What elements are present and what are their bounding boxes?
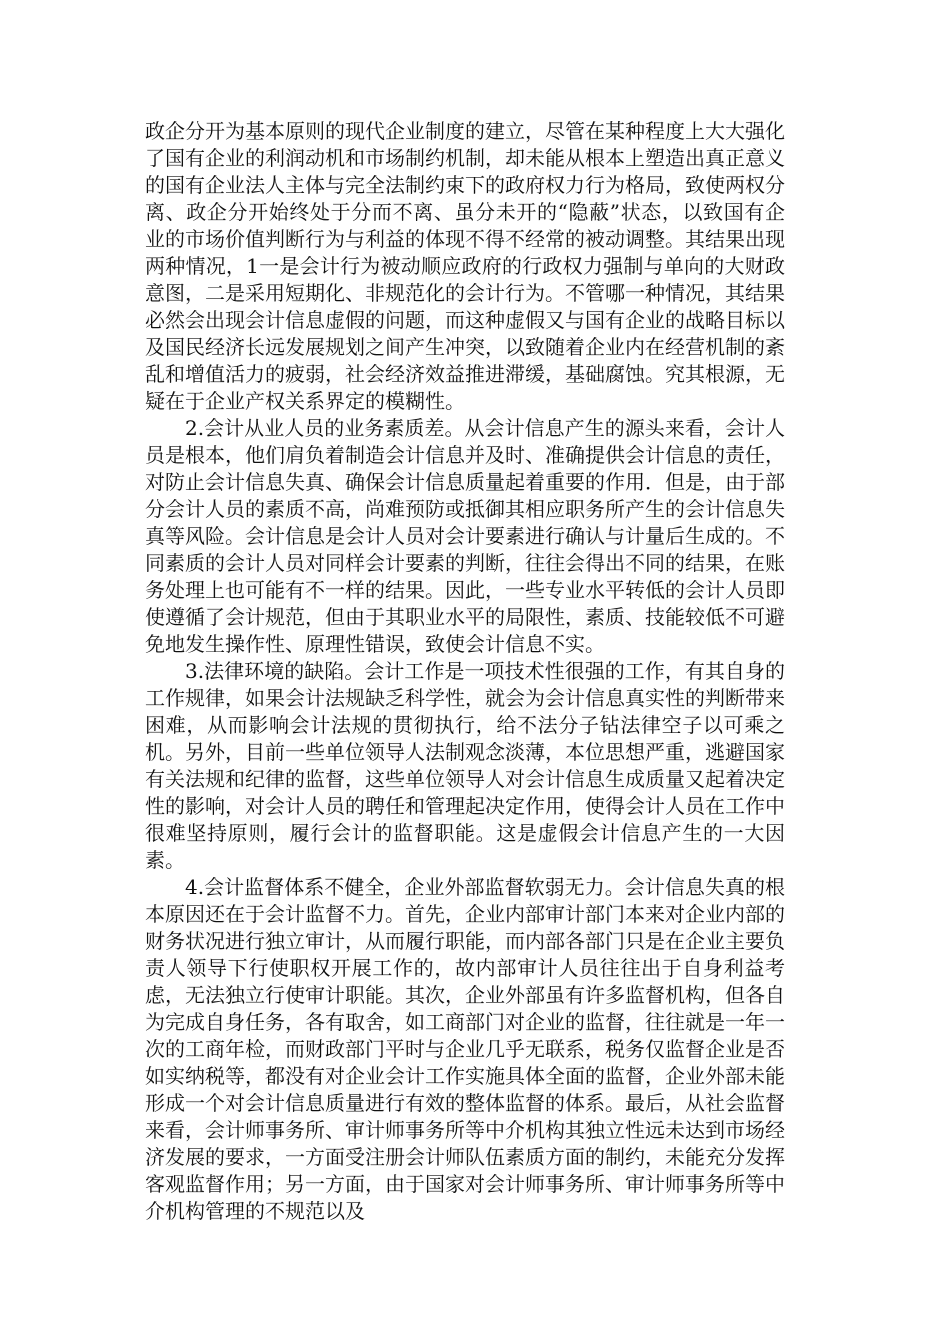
paragraph-legal-environment: 3.法律环境的缺陷。会计工作是一项技术性很强的工作，有其自身的工作规律，如果会计法规缺乏科学性，就会为会计信息真实性的判断带来困难，从而影响会计法规的贯彻执行，给不法分子钻法律空子以可乘之机。另外，目前一些单位领导人法制观念淡薄，本位思想严重，逃避国家有关法规和纪律的监督，这些单位领导人对会计信息生成质量又起着决定性的影响，对会计人员的聘任和管理起决定作用，使得会计人员在工作中很难坚持原则，履行会计的监督职能。这是虚假会计信息产生的一大因素。 (145, 659, 785, 872)
paragraph-supervision-system: 4.会计监督体系不健全，企业外部监督软弱无力。会计信息失真的根本原因还在于会计监督不力。首先，企业内部审计部门本来对企业内部的财务状况进行独立审计，从而履行职能，而内部各部门只是在企业主要负责人领导下行使职权开展工作的，故内部审计人员往往出于自身利益考虑，无法独立行使审计职能。其次，企业外部虽有许多监督机构，但各自为完成自身任务，各有取舍，如工商部门对企业的监督，往往就是一年一次的工商年检，而财政部门平时与企业几乎无联系，税务仅监督企业是否如实纳税等，都没有对企业会计工作实施具体全面的监督，企业外部未能形成一个对会计信息质量进行有效的整体监督的体系。最后，从社会监督来看，会计师事务所、审计师事务所等中介机构其独立性远未达到市场经济发展的要求，一方面受注册会计师队伍素质方面的制约，未能充分发挥客观监督作用；另一方面，由于国家对会计师事务所、审计师事务所等中介机构管理的不规范以及 (145, 875, 785, 1223)
paragraph-continued: 政企分开为基本原则的现代企业制度的建立，尽管在某种程度上大大强化了国有企业的利润动机和市场制约机制，却未能从根本上塑造出真正意义的国有企业法人主体与完全法制约束下的政府权力行为格局，致使两权分离、政企分开始终处于分而不离、虽分未开的“隐蔽”状态，以致国有企业的市场价值判断行为与利益的体现不得不经常的被动调整。其结果出现两种情况，1一是会计行为被动顺应政府的行政权力强制与单向的大财政意图，二是采用短期化、非规范化的会计行为。不管哪一种情况，其结果必然会出现会计信息虚假的问题，而这种虚假又与国有企业的战略目标以及国民经济长远发展规划之间产生冲突，以致随着企业内在经营机制的紊乱和增值活力的疲弱，社会经济效益推进滞缓，基础腐蚀。究其根源，无疑在于企业产权关系界定的模糊性。 (145, 119, 785, 413)
document-body (145, 118, 785, 1225)
paragraph-accountant-quality: 2.会计从业人员的业务素质差。从会计信息产生的源头来看，会计人员是根本，他们肩负着制造会计信息并及时、准确提供会计信息的责任，对防止会计信息失真、确保会计信息质量起着重要的作用．但是，由于部分会计人员的素质不高，尚难预防或抵御其相应职务所产生的会计信息失真等风险。会计信息是会计人员对会计要素进行确认与计量后生成的。不同素质的会计人员对同样会计要素的判断，往往会得出不同的结果，在账务处理上也可能有不一样的结果。因此，一些专业水平转低的会计人员即使遵循了会计规范，但由于其职业水平的局限性，素质、技能较低不可避免地发生操作性、原理性错误，致使会计信息不实。 (145, 416, 785, 656)
